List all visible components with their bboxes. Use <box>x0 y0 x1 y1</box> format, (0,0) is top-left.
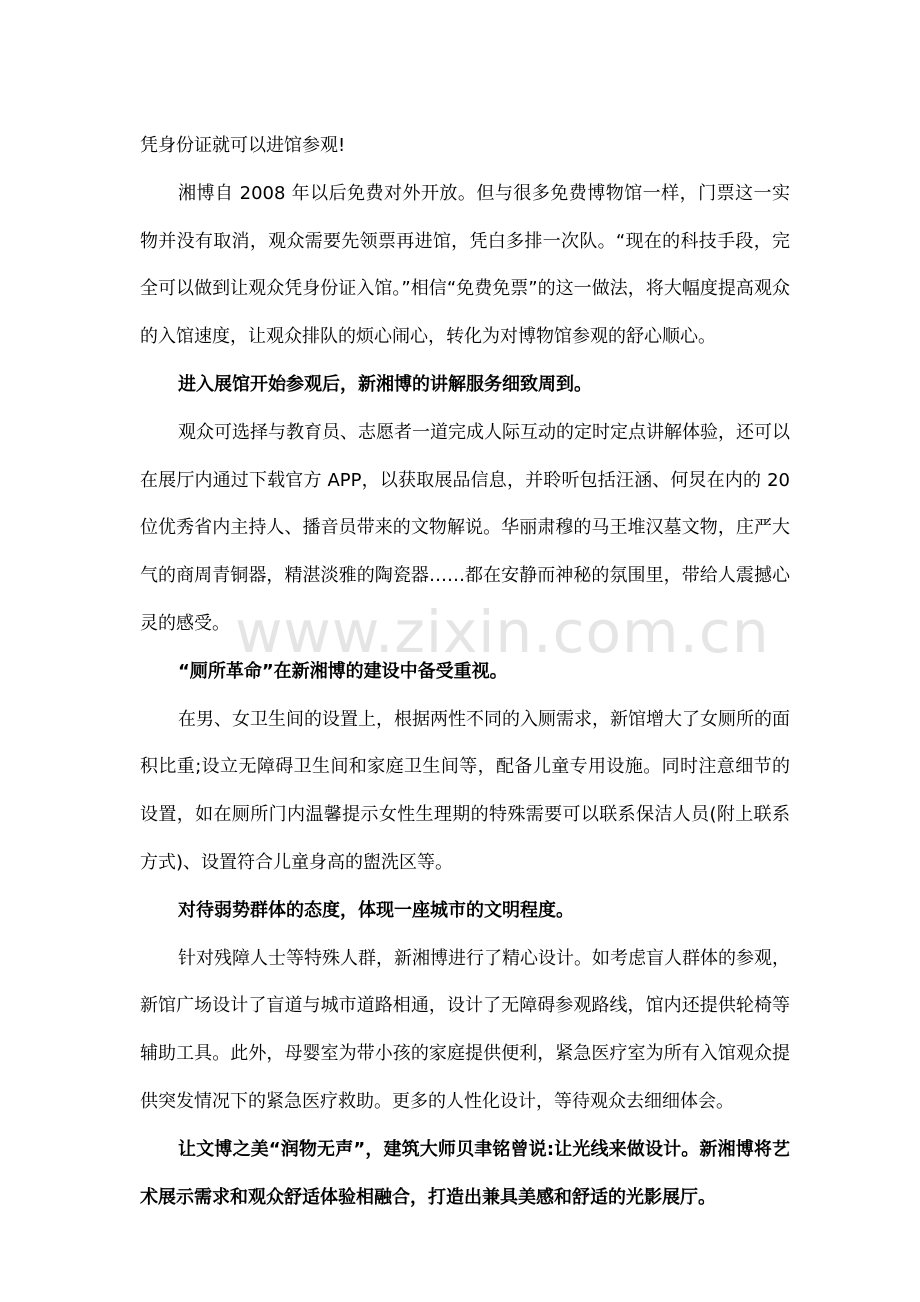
watermark: www.zixin.com.cn <box>235 598 770 666</box>
paragraph-9-heading: 让文博之美“润物无声”，建筑大师贝聿铭曾说:让光线来做设计。新湘博将艺术展示需求和观众舒适体验相融合，打造出兼具美感和舒适的光影展厅。 <box>140 1138 790 1208</box>
paragraph-4: 观众可选择与教育员、志愿者一道完成人际互动的定时定点讲解体验，还可以在展厅内通过下载官方 APP，以获取展品信息，并聆听包括汪涵、何炅在内的 20 位优秀省内主持人、播音员带来的文物解说。华丽肃穆的马王堆汉墓文物，庄严大气的商周青铜器，精湛淡雅的陶瓷器……都在安静而神秘的氛围里，带给人震撼心灵的感受。 <box>140 421 790 634</box>
paragraph-2: 湘博自 2008 年以后免费对外开放。但与很多免费博物馆一样，门票这一实物并没有取消，观众需要先领票再进馆，凭白多排一次队。“现在的科技手段，完全可以做到让观众凭身份证入馆。”相信“免费免票”的这一做法，将大幅度提高观众的入馆速度，让观众排队的烦心闹心，转化为对博物馆参观的舒心顺心。 <box>140 182 790 348</box>
paragraph-1: 凭身份证就可以进馆参观! <box>140 135 346 156</box>
paragraph-8: 针对残障人士等特殊人群，新湘博进行了精心设计。如考虑盲人群体的参观，新馆广场设计了盲道与城市道路相通，设计了无障碍参观路线，馆内还提供轮椅等辅助工具。此外，母婴室为带小孩的家庭提供便利，紧急医疗室为所有入馆观众提供突发情况下的紧急医疗救助。更多的人性化设计，等待观众去细细体会。 <box>140 947 790 1112</box>
paragraph-5-heading: “厕所革命”在新湘博的建设中备受重视。 <box>178 660 508 682</box>
paragraph-6: 在男、女卫生间的设置上，根据两性不同的入厕需求，新馆增大了女厕所的面积比重;设立无障碍卫生间和家庭卫生间等，配备儿童专用设施。同时注意细节的设置，如在厕所门内温馨提示女性生理期的特殊需要可以联系保洁人员(附上联系方式)、设置符合儿童身高的盥洗区等。 <box>140 708 790 873</box>
document-body <box>140 122 790 1221</box>
paragraph-3-heading: 进入展馆开始参观后，新湘博的讲解服务细致周到。 <box>178 373 592 395</box>
paragraph-7-heading: 对待弱势群体的态度，体现一座城市的文明程度。 <box>178 899 574 921</box>
